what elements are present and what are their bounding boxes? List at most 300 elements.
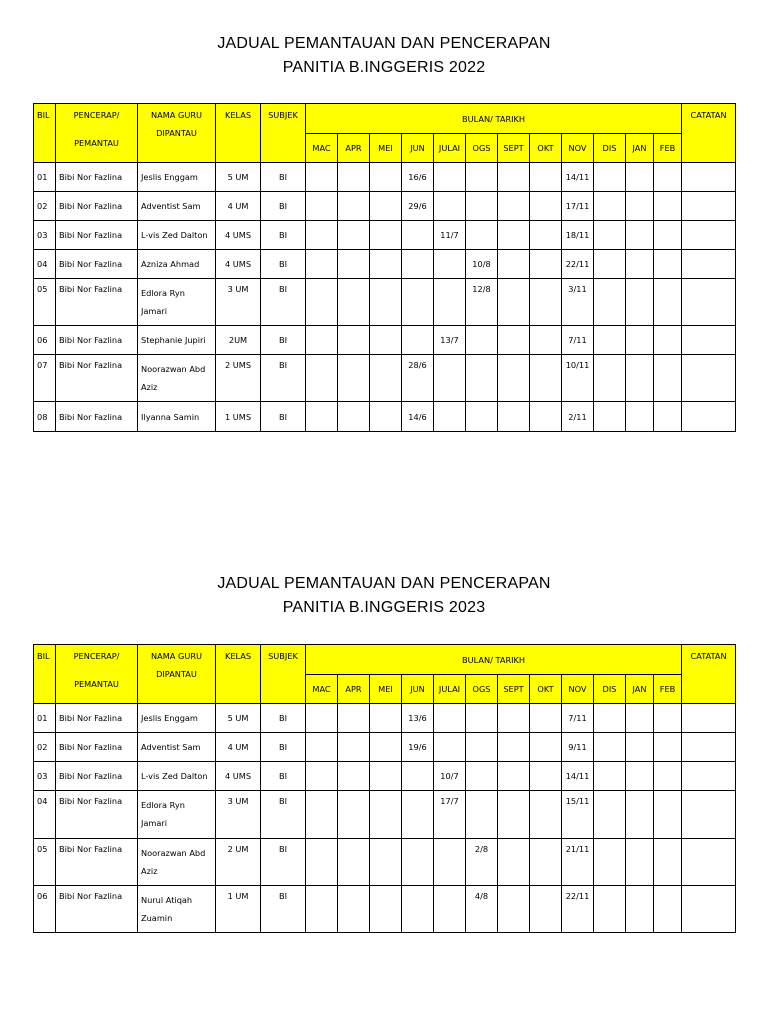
- cell-date: [370, 192, 402, 221]
- cell-kelas: 5 UM: [216, 704, 261, 733]
- header-month: APR: [338, 675, 370, 704]
- header-month: NOV: [562, 134, 594, 163]
- cell-bil: 02: [34, 192, 56, 221]
- cell-subjek: BI: [261, 192, 306, 221]
- cell-date: [434, 704, 466, 733]
- cell-catatan: [682, 326, 736, 355]
- cell-date: [530, 839, 562, 886]
- cell-subjek: BI: [261, 704, 306, 733]
- cell-date: [594, 704, 626, 733]
- cell-bil: 05: [34, 839, 56, 886]
- cell-date: 21/11: [562, 839, 594, 886]
- cell-date: [370, 279, 402, 326]
- table-row: [34, 704, 736, 733]
- cell-date: [654, 791, 682, 839]
- cell-kelas: 2 UMS: [216, 355, 261, 402]
- cell-date: [306, 839, 338, 886]
- cell-catatan: [682, 192, 736, 221]
- cell-date: [306, 733, 338, 762]
- header-month: MEI: [370, 675, 402, 704]
- cell-date: [434, 839, 466, 886]
- cell-date: [466, 326, 498, 355]
- table-row: [34, 250, 736, 279]
- cell-date: [626, 733, 654, 762]
- cell-kelas: 4 UMS: [216, 250, 261, 279]
- cell-pencerap: Bibi Nor Fazlina: [56, 279, 138, 326]
- table-row: [34, 163, 736, 192]
- header-month: FEB: [654, 134, 682, 163]
- cell-date: [498, 192, 530, 221]
- cell-nama-guru: Edlora Ryn Jamari: [138, 791, 216, 839]
- cell-date: [338, 326, 370, 355]
- cell-kelas: 4 UM: [216, 192, 261, 221]
- cell-nama-guru: Adventist Sam: [138, 733, 216, 762]
- table-row: [34, 279, 736, 326]
- header-month: OGS: [466, 134, 498, 163]
- cell-date: [498, 355, 530, 402]
- cell-subjek: BI: [261, 250, 306, 279]
- cell-pencerap: Bibi Nor Fazlina: [56, 163, 138, 192]
- cell-date: [370, 221, 402, 250]
- cell-catatan: [682, 839, 736, 886]
- cell-date: 10/11: [562, 355, 594, 402]
- cell-date: [306, 355, 338, 402]
- cell-date: [654, 279, 682, 326]
- cell-date: [338, 279, 370, 326]
- cell-nama-guru: Jeslis Enggam: [138, 163, 216, 192]
- cell-date: [530, 733, 562, 762]
- cell-bil: 07: [34, 355, 56, 402]
- cell-kelas: 5 UM: [216, 163, 261, 192]
- header-pencerap-line2: PEMANTAU: [74, 138, 119, 148]
- schedule-section-2022: [0, 32, 768, 80]
- cell-kelas: 4 UM: [216, 733, 261, 762]
- cell-catatan: [682, 163, 736, 192]
- header-month: SEPT: [498, 675, 530, 704]
- cell-catatan: [682, 221, 736, 250]
- cell-date: [402, 326, 434, 355]
- cell-date: [594, 886, 626, 933]
- cell-kelas: 4 UMS: [216, 762, 261, 791]
- header-nama-guru: [138, 104, 216, 163]
- cell-date: [306, 279, 338, 326]
- table-row: [34, 326, 736, 355]
- header-month: JULAI: [434, 675, 466, 704]
- cell-date: 17/11: [562, 192, 594, 221]
- cell-date: [306, 326, 338, 355]
- cell-date: [594, 221, 626, 250]
- cell-date: [338, 402, 370, 432]
- cell-date: [530, 279, 562, 326]
- cell-date: 4/8: [466, 886, 498, 933]
- cell-nama-guru: Edlora Ryn Jamari: [138, 279, 216, 326]
- header-month: DIS: [594, 675, 626, 704]
- cell-date: [626, 704, 654, 733]
- cell-date: [498, 704, 530, 733]
- cell-date: [306, 221, 338, 250]
- title-line-1: JADUAL PEMANTAUAN DAN PENCERAPAN: [217, 35, 551, 52]
- cell-date: [434, 163, 466, 192]
- cell-date: [370, 250, 402, 279]
- cell-date: [466, 163, 498, 192]
- cell-nama-guru: Ilyanna Samin: [138, 402, 216, 432]
- cell-date: [654, 221, 682, 250]
- cell-date: [498, 886, 530, 933]
- cell-subjek: BI: [261, 279, 306, 326]
- cell-kelas: 3 UM: [216, 279, 261, 326]
- table-row: [34, 192, 736, 221]
- cell-date: [626, 250, 654, 279]
- cell-date: [498, 762, 530, 791]
- header-pencerap-line1: PENCERAP/: [73, 110, 120, 120]
- cell-date: 9/11: [562, 733, 594, 762]
- cell-subjek: BI: [261, 402, 306, 432]
- header-pencerap: [56, 645, 138, 704]
- cell-kelas: 1 UMS: [216, 402, 261, 432]
- cell-catatan: [682, 704, 736, 733]
- cell-date: 17/7: [434, 791, 466, 839]
- cell-date: 13/6: [402, 704, 434, 733]
- cell-date: [338, 839, 370, 886]
- cell-subjek: BI: [261, 886, 306, 933]
- cell-catatan: [682, 355, 736, 402]
- cell-date: [434, 250, 466, 279]
- cell-date: 14/11: [562, 762, 594, 791]
- cell-date: [338, 704, 370, 733]
- cell-date: 22/11: [562, 250, 594, 279]
- cell-date: [402, 250, 434, 279]
- cell-date: [654, 886, 682, 933]
- cell-date: 13/7: [434, 326, 466, 355]
- cell-pencerap: Bibi Nor Fazlina: [56, 355, 138, 402]
- cell-date: [466, 733, 498, 762]
- cell-bil: 06: [34, 326, 56, 355]
- cell-date: [434, 355, 466, 402]
- cell-nama-guru: Stephanie Jupiri: [138, 326, 216, 355]
- cell-pencerap: Bibi Nor Fazlina: [56, 704, 138, 733]
- cell-catatan: [682, 250, 736, 279]
- cell-pencerap: Bibi Nor Fazlina: [56, 762, 138, 791]
- cell-date: 18/11: [562, 221, 594, 250]
- cell-date: 14/11: [562, 163, 594, 192]
- table-row: [34, 791, 736, 839]
- cell-date: [306, 704, 338, 733]
- schedule-table-2023: [33, 644, 736, 933]
- cell-date: [306, 163, 338, 192]
- cell-date: [626, 791, 654, 839]
- header-month: JULAI: [434, 134, 466, 163]
- header-month: DIS: [594, 134, 626, 163]
- cell-date: [498, 279, 530, 326]
- cell-subjek: BI: [261, 762, 306, 791]
- cell-date: 14/6: [402, 402, 434, 432]
- schedule-section-2023: [0, 572, 768, 620]
- cell-kelas: 2UM: [216, 326, 261, 355]
- cell-kelas: 2 UM: [216, 839, 261, 886]
- title-line-2: PANITIA B.INGGERIS 2023: [282, 599, 486, 616]
- cell-subjek: BI: [261, 163, 306, 192]
- header-month: JAN: [626, 134, 654, 163]
- cell-date: [338, 355, 370, 402]
- cell-bil: 03: [34, 762, 56, 791]
- cell-date: [370, 839, 402, 886]
- cell-date: [654, 733, 682, 762]
- cell-date: [402, 886, 434, 933]
- cell-date: [466, 791, 498, 839]
- header-month: JUN: [402, 134, 434, 163]
- cell-date: [434, 402, 466, 432]
- header-row: [34, 104, 736, 134]
- header-kelas: KELAS: [216, 645, 261, 704]
- cell-date: 22/11: [562, 886, 594, 933]
- cell-date: [594, 163, 626, 192]
- cell-date: [530, 355, 562, 402]
- cell-date: [530, 221, 562, 250]
- cell-subjek: BI: [261, 733, 306, 762]
- header-catatan: CATATAN: [682, 104, 736, 163]
- cell-bil: 04: [34, 791, 56, 839]
- header-month: APR: [338, 134, 370, 163]
- cell-pencerap: Bibi Nor Fazlina: [56, 886, 138, 933]
- header-month: SEPT: [498, 134, 530, 163]
- header-kelas: KELAS: [216, 104, 261, 163]
- cell-pencerap: Bibi Nor Fazlina: [56, 402, 138, 432]
- table-row: [34, 733, 736, 762]
- cell-date: [338, 762, 370, 791]
- cell-date: [306, 192, 338, 221]
- cell-date: 2/11: [562, 402, 594, 432]
- cell-date: [306, 791, 338, 839]
- cell-bil: 08: [34, 402, 56, 432]
- cell-bil: 03: [34, 221, 56, 250]
- table-row: [34, 762, 736, 791]
- cell-date: [434, 279, 466, 326]
- cell-date: [498, 250, 530, 279]
- cell-date: [370, 355, 402, 402]
- cell-date: [594, 733, 626, 762]
- cell-date: [594, 791, 626, 839]
- cell-date: [338, 886, 370, 933]
- cell-date: [654, 163, 682, 192]
- header-pencerap-line2: PEMANTAU: [74, 679, 119, 689]
- cell-date: [338, 163, 370, 192]
- table-row: [34, 402, 736, 432]
- cell-date: [402, 791, 434, 839]
- header-nama-line1: NAMA GURU: [150, 651, 202, 661]
- cell-date: 16/6: [402, 163, 434, 192]
- cell-nama-guru: Azniza Ahmad: [138, 250, 216, 279]
- cell-date: 11/7: [434, 221, 466, 250]
- cell-date: [626, 762, 654, 791]
- cell-date: [626, 839, 654, 886]
- header-bil: BIL: [34, 104, 56, 163]
- header-bulan-tarikh: BULAN/ TARIKH: [306, 104, 682, 134]
- cell-date: [370, 704, 402, 733]
- cell-bil: 02: [34, 733, 56, 762]
- header-month: NOV: [562, 675, 594, 704]
- cell-date: 10/8: [466, 250, 498, 279]
- header-month: MAC: [306, 675, 338, 704]
- cell-date: [594, 402, 626, 432]
- cell-date: [466, 402, 498, 432]
- cell-date: [530, 326, 562, 355]
- cell-pencerap: Bibi Nor Fazlina: [56, 221, 138, 250]
- cell-nama-guru: Noorazwan Abd Aziz: [138, 355, 216, 402]
- cell-date: [402, 839, 434, 886]
- header-nama-guru: [138, 645, 216, 704]
- cell-date: [594, 762, 626, 791]
- cell-nama-guru: Noorazwan Abd Aziz: [138, 839, 216, 886]
- cell-date: [466, 192, 498, 221]
- cell-date: [594, 192, 626, 221]
- cell-date: [434, 733, 466, 762]
- cell-date: [498, 791, 530, 839]
- cell-subjek: BI: [261, 221, 306, 250]
- header-bulan-tarikh: BULAN/ TARIKH: [306, 645, 682, 675]
- cell-date: [498, 163, 530, 192]
- header-month: OKT: [530, 675, 562, 704]
- cell-date: [338, 221, 370, 250]
- cell-date: [402, 221, 434, 250]
- cell-pencerap: Bibi Nor Fazlina: [56, 250, 138, 279]
- header-subjek: SUBJEK: [261, 104, 306, 163]
- header-month: FEB: [654, 675, 682, 704]
- cell-date: [306, 886, 338, 933]
- cell-date: [498, 733, 530, 762]
- cell-date: [370, 762, 402, 791]
- cell-date: [530, 886, 562, 933]
- cell-date: [498, 839, 530, 886]
- cell-date: [306, 762, 338, 791]
- cell-date: [654, 250, 682, 279]
- cell-bil: 04: [34, 250, 56, 279]
- cell-date: [654, 192, 682, 221]
- table-row: [34, 886, 736, 933]
- cell-date: [594, 250, 626, 279]
- cell-bil: 05: [34, 279, 56, 326]
- cell-date: [530, 402, 562, 432]
- header-bil: BIL: [34, 645, 56, 704]
- cell-date: 10/7: [434, 762, 466, 791]
- cell-date: [594, 839, 626, 886]
- cell-date: [370, 733, 402, 762]
- cell-catatan: [682, 886, 736, 933]
- cell-subjek: BI: [261, 839, 306, 886]
- cell-date: [498, 402, 530, 432]
- cell-date: [654, 762, 682, 791]
- cell-date: [626, 192, 654, 221]
- cell-pencerap: Bibi Nor Fazlina: [56, 326, 138, 355]
- cell-bil: 06: [34, 886, 56, 933]
- cell-subjek: BI: [261, 355, 306, 402]
- cell-date: [338, 250, 370, 279]
- cell-nama-guru: Adventist Sam: [138, 192, 216, 221]
- cell-date: [306, 250, 338, 279]
- cell-date: [466, 221, 498, 250]
- cell-date: [626, 279, 654, 326]
- cell-kelas: 4 UMS: [216, 221, 261, 250]
- schedule-table-2022: [33, 103, 736, 432]
- header-month: OKT: [530, 134, 562, 163]
- cell-date: [338, 791, 370, 839]
- cell-date: [370, 402, 402, 432]
- table-row: [34, 355, 736, 402]
- header-month: OGS: [466, 675, 498, 704]
- cell-date: [626, 886, 654, 933]
- cell-date: [654, 402, 682, 432]
- cell-bil: 01: [34, 163, 56, 192]
- cell-date: [654, 704, 682, 733]
- cell-date: [498, 326, 530, 355]
- table-row: [34, 839, 736, 886]
- header-subjek: SUBJEK: [261, 645, 306, 704]
- cell-nama-guru: L-vis Zed Dalton: [138, 221, 216, 250]
- cell-date: [434, 886, 466, 933]
- cell-date: 12/8: [466, 279, 498, 326]
- cell-date: [626, 402, 654, 432]
- header-pencerap: [56, 104, 138, 163]
- cell-date: 7/11: [562, 704, 594, 733]
- header-month: JUN: [402, 675, 434, 704]
- cell-date: [370, 326, 402, 355]
- cell-date: [530, 762, 562, 791]
- cell-date: [594, 355, 626, 402]
- cell-date: [626, 163, 654, 192]
- cell-subjek: BI: [261, 326, 306, 355]
- cell-pencerap: Bibi Nor Fazlina: [56, 839, 138, 886]
- cell-catatan: [682, 762, 736, 791]
- cell-catatan: [682, 733, 736, 762]
- cell-pencerap: Bibi Nor Fazlina: [56, 733, 138, 762]
- cell-date: [654, 326, 682, 355]
- header-month: MAC: [306, 134, 338, 163]
- cell-kelas: 1 UM: [216, 886, 261, 933]
- cell-date: [466, 762, 498, 791]
- cell-date: [402, 279, 434, 326]
- cell-nama-guru: Jeslis Enggam: [138, 704, 216, 733]
- table-row: [34, 221, 736, 250]
- cell-date: [370, 791, 402, 839]
- title-line-1: JADUAL PEMANTAUAN DAN PENCERAPAN: [217, 575, 551, 592]
- cell-date: [594, 326, 626, 355]
- cell-date: 29/6: [402, 192, 434, 221]
- cell-catatan: [682, 279, 736, 326]
- header-pencerap-line1: PENCERAP/: [73, 651, 120, 661]
- cell-date: [466, 355, 498, 402]
- cell-kelas: 3 UM: [216, 791, 261, 839]
- header-month: JAN: [626, 675, 654, 704]
- cell-date: [626, 355, 654, 402]
- cell-date: [498, 221, 530, 250]
- cell-date: [530, 791, 562, 839]
- title-line-2: PANITIA B.INGGERIS 2022: [282, 59, 486, 76]
- cell-date: [626, 221, 654, 250]
- cell-catatan: [682, 402, 736, 432]
- cell-date: [654, 355, 682, 402]
- cell-date: [466, 704, 498, 733]
- cell-date: 7/11: [562, 326, 594, 355]
- cell-date: [338, 733, 370, 762]
- cell-date: [370, 886, 402, 933]
- cell-date: [434, 192, 466, 221]
- header-row: [34, 645, 736, 675]
- cell-bil: 01: [34, 704, 56, 733]
- cell-pencerap: Bibi Nor Fazlina: [56, 791, 138, 839]
- cell-nama-guru: L-vis Zed Dalton: [138, 762, 216, 791]
- cell-date: 15/11: [562, 791, 594, 839]
- header-catatan: CATATAN: [682, 645, 736, 704]
- header-nama-line1: NAMA GURU: [150, 110, 202, 120]
